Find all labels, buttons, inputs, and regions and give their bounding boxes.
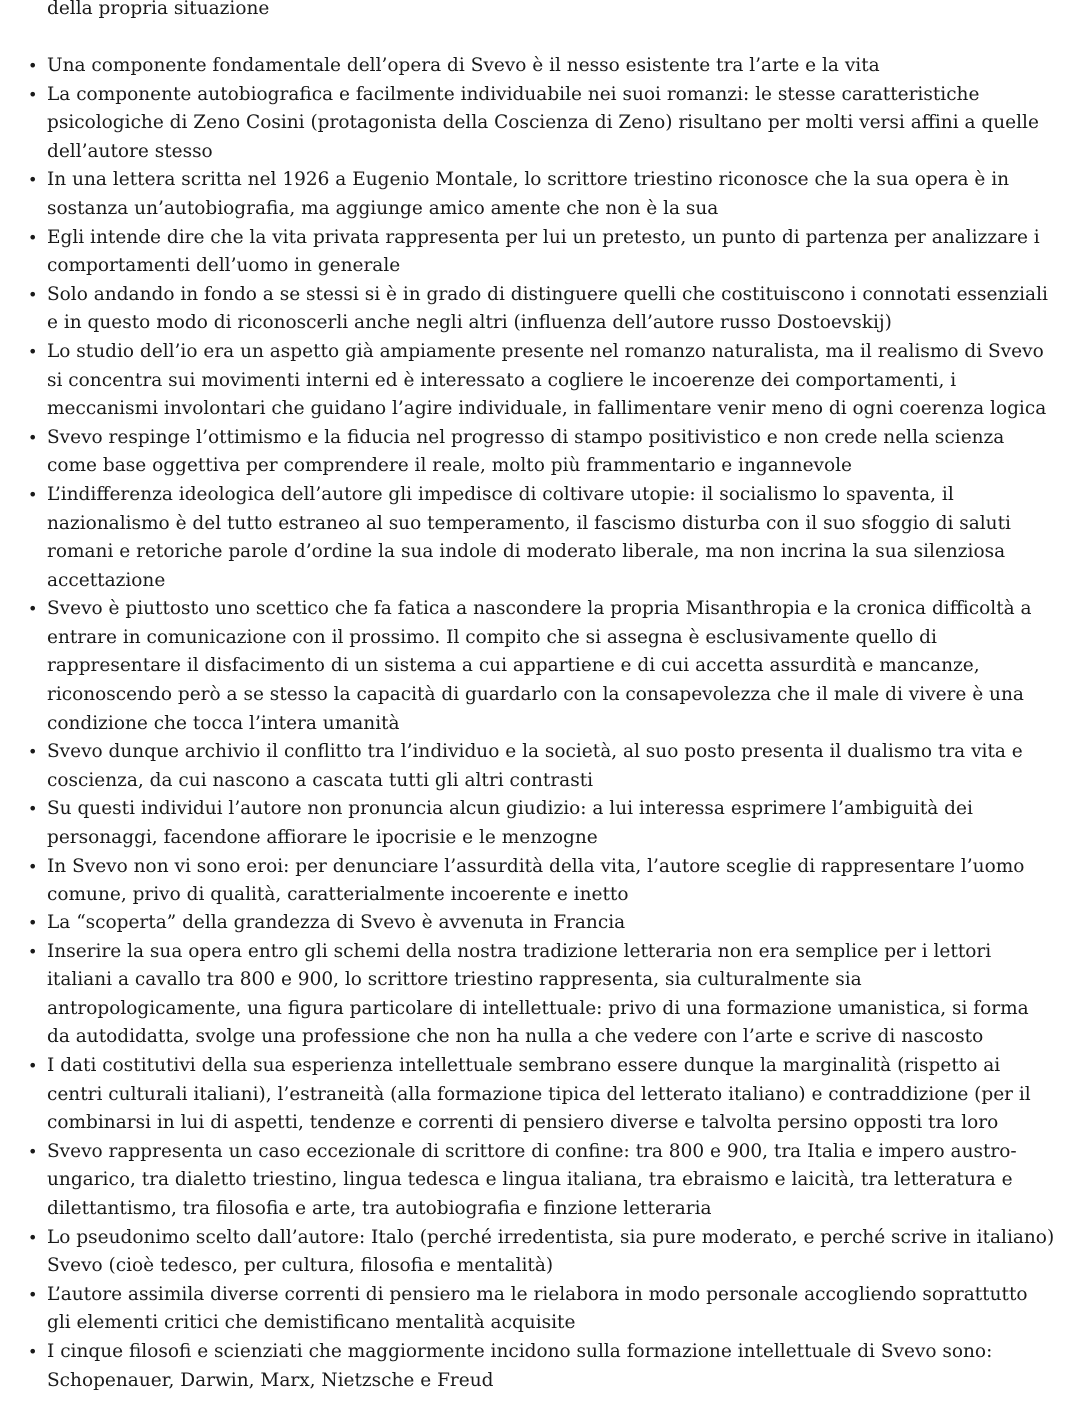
list-item: • In una lettera scritta nel 1926 a Eugenio Montale, lo scrittore triestino riconosce che la sua opera è in sostanza un’autobiografia, ma aggiunge amico amente che non è la sua <box>0 166 1080 223</box>
list-item: • Svevo è piuttosto uno scettico che fa fatica a nascondere la propria Misanthropia e la cronica difficoltà a entrare in comunicazione con il prossimo. Il compito che si assegna è esclusivamente quello di rappresentare il disfacimento di un sistema a cui appartiene e di cui accetta assurdità e mancanze, riconoscendo però a se stesso la capacità di guardarlo con la consapevolezza che il male di vivere è una condizione che tocca l’intera umanità <box>0 595 1080 738</box>
list-item: • Svevo dunque archivio il conflitto tra l’individuo e la società, al suo posto presenta il dualismo tra vita e coscienza, da cui nascono a cascata tutti gli altri contrasti <box>0 738 1080 795</box>
list-item: • L’indifferenza ideologica dell’autore gli impedisce di coltivare utopie: il socialismo lo spaventa, il nazionalismo è del tutto estraneo al suo temperamento, il fascismo disturba con il suo sfoggio di saluti romani e retoriche parole d’ordine la sua indole di moderato liberale, ma non incrina la sua silenziosa accettazione <box>0 481 1080 595</box>
list-item: • L’autore assimila diverse correnti di pensiero ma le rielabora in modo personale accogliendo soprattutto gli elementi critici che demistificano mentalità acquisite <box>0 1281 1080 1338</box>
list-item: • Inserire la sua opera entro gli schemi della nostra tradizione letteraria non era semplice per i lettori italiani a cavallo tra 800 e 900, lo scrittore triestino rappresenta, sia culturalmente sia antropologicamente, una figura particolare di intellettuale: privo di una formazione umanistica, si forma da autodidatta, svolge una professione che non ha nulla a che vedere con l’arte e scrive di nascosto <box>0 938 1080 1052</box>
list-item: • Su questi individui l’autore non pronuncia alcun giudizio: a lui interessa esprimere l’ambiguità dei personaggi, facendone affiorare le ipocrisie e le menzogne <box>0 795 1080 852</box>
list-item: • I cinque filosofi e scienziati che maggiormente incidono sulla formazione intellettuale di Svevo sono: Schopenauer, Darwin, Marx, Nietzsche e Freud <box>0 1338 1080 1395</box>
bullet-list-art-and-life <box>0 52 1080 910</box>
list-item: • Svevo respinge l’ottimismo e la fiducia nel progresso di stampo positivistico e non crede nella scienza come base oggettiva per comprendere il reale, molto più frammentario e ingannevole <box>0 424 1080 481</box>
bullet-list-discovery <box>0 909 1080 1395</box>
list-item: • Solo andando in fondo a se stessi si è in grado di distinguere quelli che costituiscono i connotati essenziali e in questo modo di riconoscerli anche negli altri (influenza dell’autore russo Dostoevskij) <box>0 281 1080 338</box>
list-item: • Egli intende dire che la vita privata rappresenta per lui un pretesto, un punto di partenza per analizzare i comportamenti dell’uomo in generale <box>0 224 1080 281</box>
list-item: • I dati costitutivi della sua esperienza intellettuale sembrano essere dunque la marginalità (rispetto ai centri culturali italiani), l’estraneità (alla formazione tipica del letterato italiano) e contraddizione (per il combinarsi in lui di aspetti, tendenze e correnti di pensiero diverse e talvolta persino opposti tra loro <box>0 1052 1080 1138</box>
list-item: • Lo studio dell’io era un aspetto già ampiamente presente nel romanzo naturalista, ma il realismo di Svevo si concentra sui movimenti interni ed è interessato a cogliere le incoerenze dei comportamenti, i meccanismi involontari che guidano l’agire individuale, in fallimentare venir meno di ogni coerenza logica <box>0 338 1080 424</box>
list-item: • Una componente fondamentale dell’opera di Svevo è il nesso esistente tra l’arte e la vita <box>0 52 1080 81</box>
list-item: • La componente autobiografica e facilmente individuabile nei suoi romanzi: le stesse caratteristiche psicologiche di Zeno Cosini (protagonista della Coscienza di Zeno) risultano per molti versi affini a quelle dell’autore stesso <box>0 81 1080 167</box>
list-item: • In Svevo non vi sono eroi: per denunciare l’assurdità della vita, l’autore sceglie di rappresentare l’uomo comune, privo di qualità, caratterialmente incoerente e inetto <box>0 853 1080 910</box>
list-item: • Lo pseudonimo scelto dall’autore: Italo (perché irredentista, sia pure moderato, e perché scrive in italiano) Svevo (cioè tedesco, per cultura, filosofia e mentalità) <box>0 1224 1080 1281</box>
list-item: • La “scoperta” della grandezza di Svevo è avvenuta in Francia <box>0 909 1080 938</box>
list-item: • Svevo rappresenta un caso eccezionale di scrittore di confine: tra 800 e 900, tra Italia e impero austro-ungarico, tra dialetto triestino, lingua tedesca e lingua italiana, tra ebraismo e laicità, tra letteratura e dilettantismo, tra filosofia e arte, tra autobiografia e finzione letteraria <box>0 1138 1080 1224</box>
lead-line: della propria situazione <box>47 0 270 19</box>
